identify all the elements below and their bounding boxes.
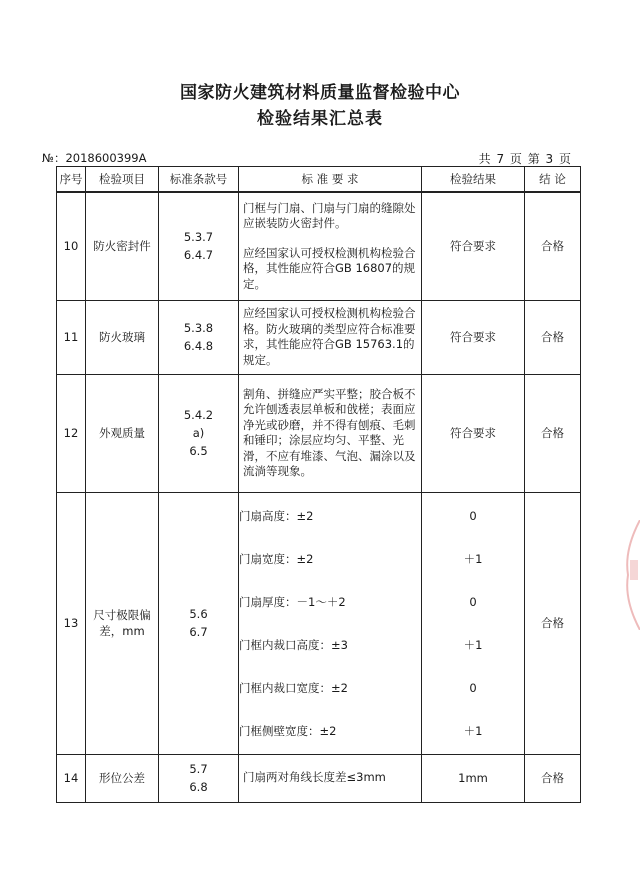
row-requirement [239, 754, 422, 802]
row-requirement [239, 300, 422, 374]
row-clause [159, 492, 239, 754]
clause-line: a) [192, 426, 205, 440]
row-no: 14 [57, 754, 86, 802]
col-header-no: 序号 [57, 167, 86, 193]
clause-line: 6.4.8 [183, 339, 214, 353]
row-conclusion: 合格 [525, 374, 581, 492]
report-title-line2: 检验结果汇总表 [257, 109, 383, 129]
col-header-clause: 标准条款号 [159, 167, 239, 193]
clause-line: 5.3.8 [183, 321, 214, 335]
row-no: 11 [57, 300, 86, 374]
clause-line: 5.4.2 [183, 408, 214, 422]
col-header-result: 检验结果 [422, 167, 525, 193]
partial-stamp-icon [622, 520, 640, 630]
requirement-paragraph: 割角、拼缝应严实平整；胶合板不允许刨透表层单板和戗槎；表面应净光或砂磨，并不得有刨痕、毛刺和锤印；涂层应均匀、平整、光滑，不应有堆漆、气泡、漏涂以及流淌等现象。 [243, 386, 416, 478]
table-row [57, 754, 581, 802]
dimension-results [422, 494, 524, 752]
table-row [57, 300, 581, 374]
sub-result: 0 [469, 594, 477, 609]
row-result [422, 492, 525, 754]
table-row [57, 192, 581, 300]
row-item: 防火密封件 [86, 192, 159, 300]
sub-requirement: 门扇宽度：±2 [239, 551, 314, 566]
row-requirement [239, 192, 422, 300]
row-item: 防火玻璃 [86, 300, 159, 374]
requirement-paragraph: 应经国家认可授权检测机构检验合格，其性能应符合GB 16807的规定。 [243, 245, 416, 291]
row-item: 形位公差 [86, 754, 159, 802]
sub-result: ＋1 [463, 723, 483, 738]
sub-requirement: 门框内裁口宽度：±2 [239, 680, 348, 695]
row-conclusion: 合格 [525, 754, 581, 802]
requirement-paragraph: 门扇两对角线长度差≤3mm [243, 770, 386, 785]
row-clause [159, 754, 239, 802]
clause-line: 6.5 [189, 444, 208, 458]
requirement-paragraph: 应经国家认可授权检测机构检验合格。防火玻璃的类型应符合标准要求，其性能应符合GB 15763.1的规定。 [243, 306, 416, 367]
row-clause [159, 374, 239, 492]
table-row [57, 492, 581, 754]
row-conclusion: 合格 [525, 192, 581, 300]
sub-result: ＋1 [463, 551, 483, 566]
requirement-paragraph: 门框与门扇、门扇与门扇的缝隙处应嵌装防火密封件。 [243, 200, 416, 230]
row-item: 外观质量 [86, 374, 159, 492]
sub-requirement: 门扇高度：±2 [239, 508, 314, 523]
sub-result: 0 [469, 680, 477, 695]
clause-line: 5.6 [189, 607, 208, 621]
report-number: №：2018600399A [42, 151, 147, 165]
row-requirement [239, 374, 422, 492]
page-info: 共 7 页 第 3 页 [478, 152, 572, 166]
row-clause [159, 300, 239, 374]
sub-requirement: 门框内裁口高度：±3 [239, 637, 348, 652]
row-result: 符合要求 [422, 192, 525, 300]
clause-line: 6.7 [189, 625, 208, 639]
col-header-conclusion: 结 论 [525, 167, 581, 193]
sub-requirement: 门扇厚度：－1～＋2 [239, 594, 346, 609]
row-result: 符合要求 [422, 374, 525, 492]
table-row [57, 374, 581, 492]
row-no: 10 [57, 192, 86, 300]
report-title-line1: 国家防火建筑材料质量监督检验中心 [180, 83, 460, 103]
sub-requirement: 门框侧壁宽度：±2 [239, 723, 337, 738]
row-no: 12 [57, 374, 86, 492]
results-summary-table [56, 166, 581, 803]
row-conclusion: 合格 [525, 492, 581, 754]
row-conclusion: 合格 [525, 300, 581, 374]
clause-line: 5.3.7 [183, 230, 214, 245]
clause-line: 6.4.7 [183, 248, 214, 263]
row-result: 1mm [422, 754, 525, 802]
row-result: 符合要求 [422, 300, 525, 374]
dimension-requirements [239, 494, 421, 752]
clause-line: 5.7 [189, 762, 208, 776]
row-no: 13 [57, 492, 86, 754]
col-header-item: 检验项目 [86, 167, 159, 193]
row-requirement [239, 492, 422, 754]
col-header-requirement: 标 准 要 求 [239, 167, 422, 193]
sub-result: 0 [469, 508, 477, 523]
clause-line: 6.8 [189, 780, 208, 794]
row-item: 尺寸极限偏差，mm [86, 492, 159, 754]
sub-result: ＋1 [463, 637, 483, 652]
table-header-row [57, 167, 581, 193]
row-clause [159, 192, 239, 300]
